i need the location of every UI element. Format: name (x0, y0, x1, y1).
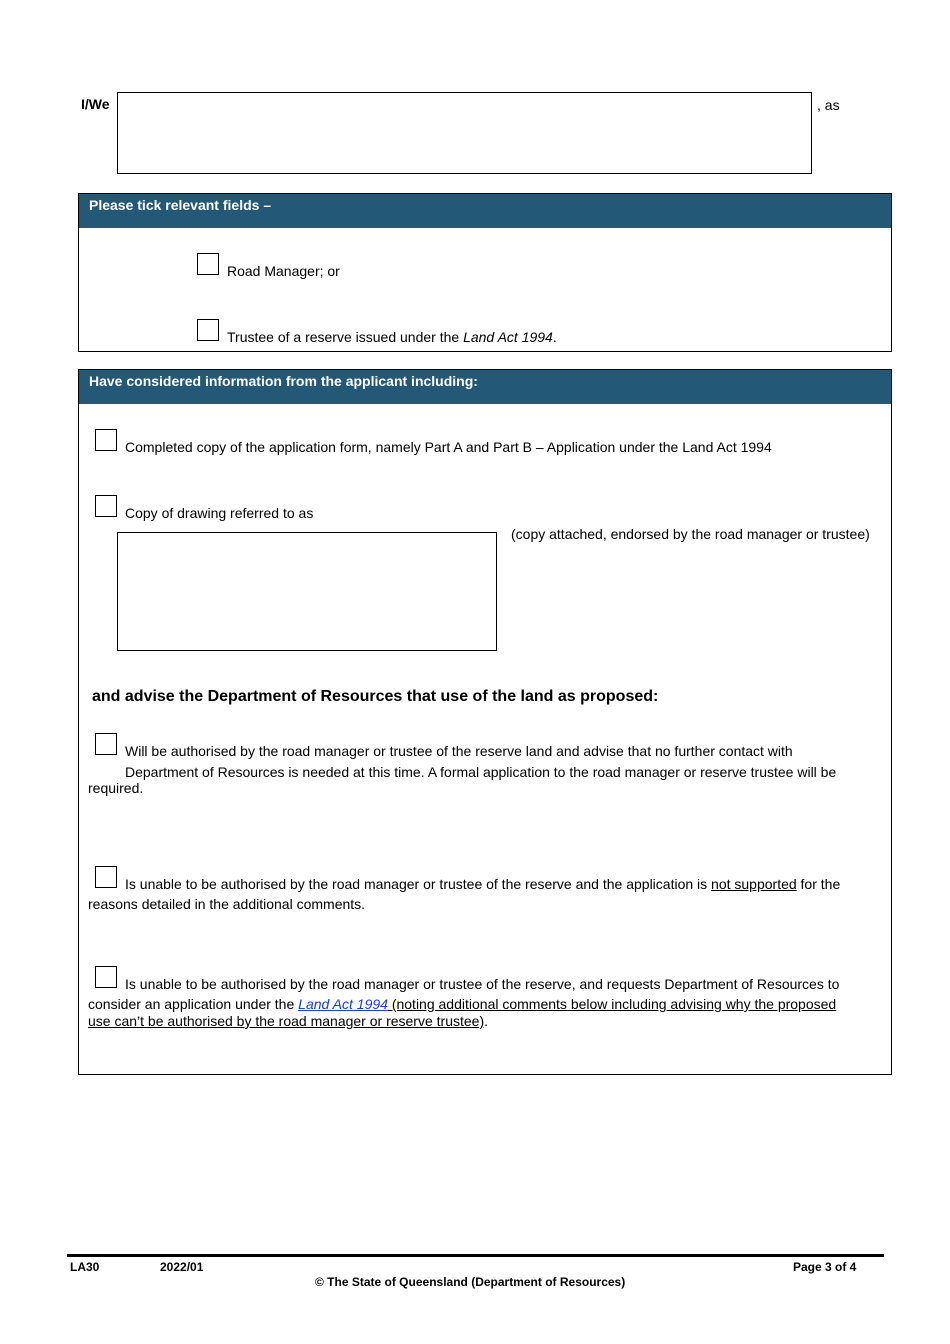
form-version: 2022/01 (160, 1260, 204, 1274)
not-supported-checkbox[interactable] (95, 866, 117, 888)
road-manager-checkbox[interactable] (197, 253, 219, 275)
authorised-text-line1: Will be authorised by the road manager or trustee of the reserve land and advise that no further contact with (125, 743, 793, 759)
authorised-text-line3: required. (88, 780, 144, 796)
application-form-checkbox[interactable] (95, 429, 117, 451)
road-manager-label: Road Manager; or (227, 263, 340, 279)
land-act-link[interactable]: Land Act 1994 (298, 996, 388, 1012)
copyright: © The State of Queensland (Department of Resources) (315, 1275, 626, 1289)
page-number: Page 3 of 4 (793, 1260, 857, 1274)
application-form-label: Completed copy of the application form, namely Part A and Part B – Application under the Land Act 1994 (125, 439, 772, 455)
footer-divider (67, 1254, 884, 1257)
drawing-checkbox[interactable] (95, 495, 117, 517)
trustee-label: Trustee of a reserve issued under the Land Act 1994. (227, 329, 557, 345)
drawing-reference-input[interactable] (117, 532, 497, 651)
drawing-label: Copy of drawing referred to as (125, 505, 314, 521)
land-act-text-line1: Is unable to be authorised by the road manager or trustee of the reserve, and requests Department of Resources to (125, 976, 840, 992)
copy-attached-note: (copy attached, endorsed by the road manager or trustee) (511, 526, 870, 542)
advise-heading: and advise the Department of Resources that use of the land as proposed: (92, 688, 659, 705)
relevant-fields-header: Please tick relevant fields – (79, 194, 891, 228)
land-act-text-line2: consider an application under the Land Act 1994 (noting additional comments below including advising why the proposed (88, 996, 837, 1012)
land-act-text-line3: use can’t be authorised by the road manager or reserve trustee). (88, 1013, 488, 1029)
considered-information-section (78, 369, 892, 1075)
as-label: , as (817, 97, 840, 113)
considered-information-header: Have considered information from the applicant including: (79, 370, 891, 404)
authorised-checkbox[interactable] (95, 733, 117, 755)
not-supported-text-line1: Is unable to be authorised by the road manager or trustee of the reserve and the application is not supported for the (125, 876, 841, 892)
iwe-label: I/We (81, 96, 110, 112)
name-input-box[interactable] (117, 92, 812, 174)
trustee-checkbox[interactable] (197, 319, 219, 341)
not-supported-text-line2: reasons detailed in the additional comments. (88, 896, 366, 912)
authorised-text-line2: Department of Resources is needed at this time. A formal application to the road manager or reserve trustee will be (125, 764, 837, 780)
land-act-application-checkbox[interactable] (95, 966, 117, 988)
form-code: LA30 (70, 1260, 100, 1274)
